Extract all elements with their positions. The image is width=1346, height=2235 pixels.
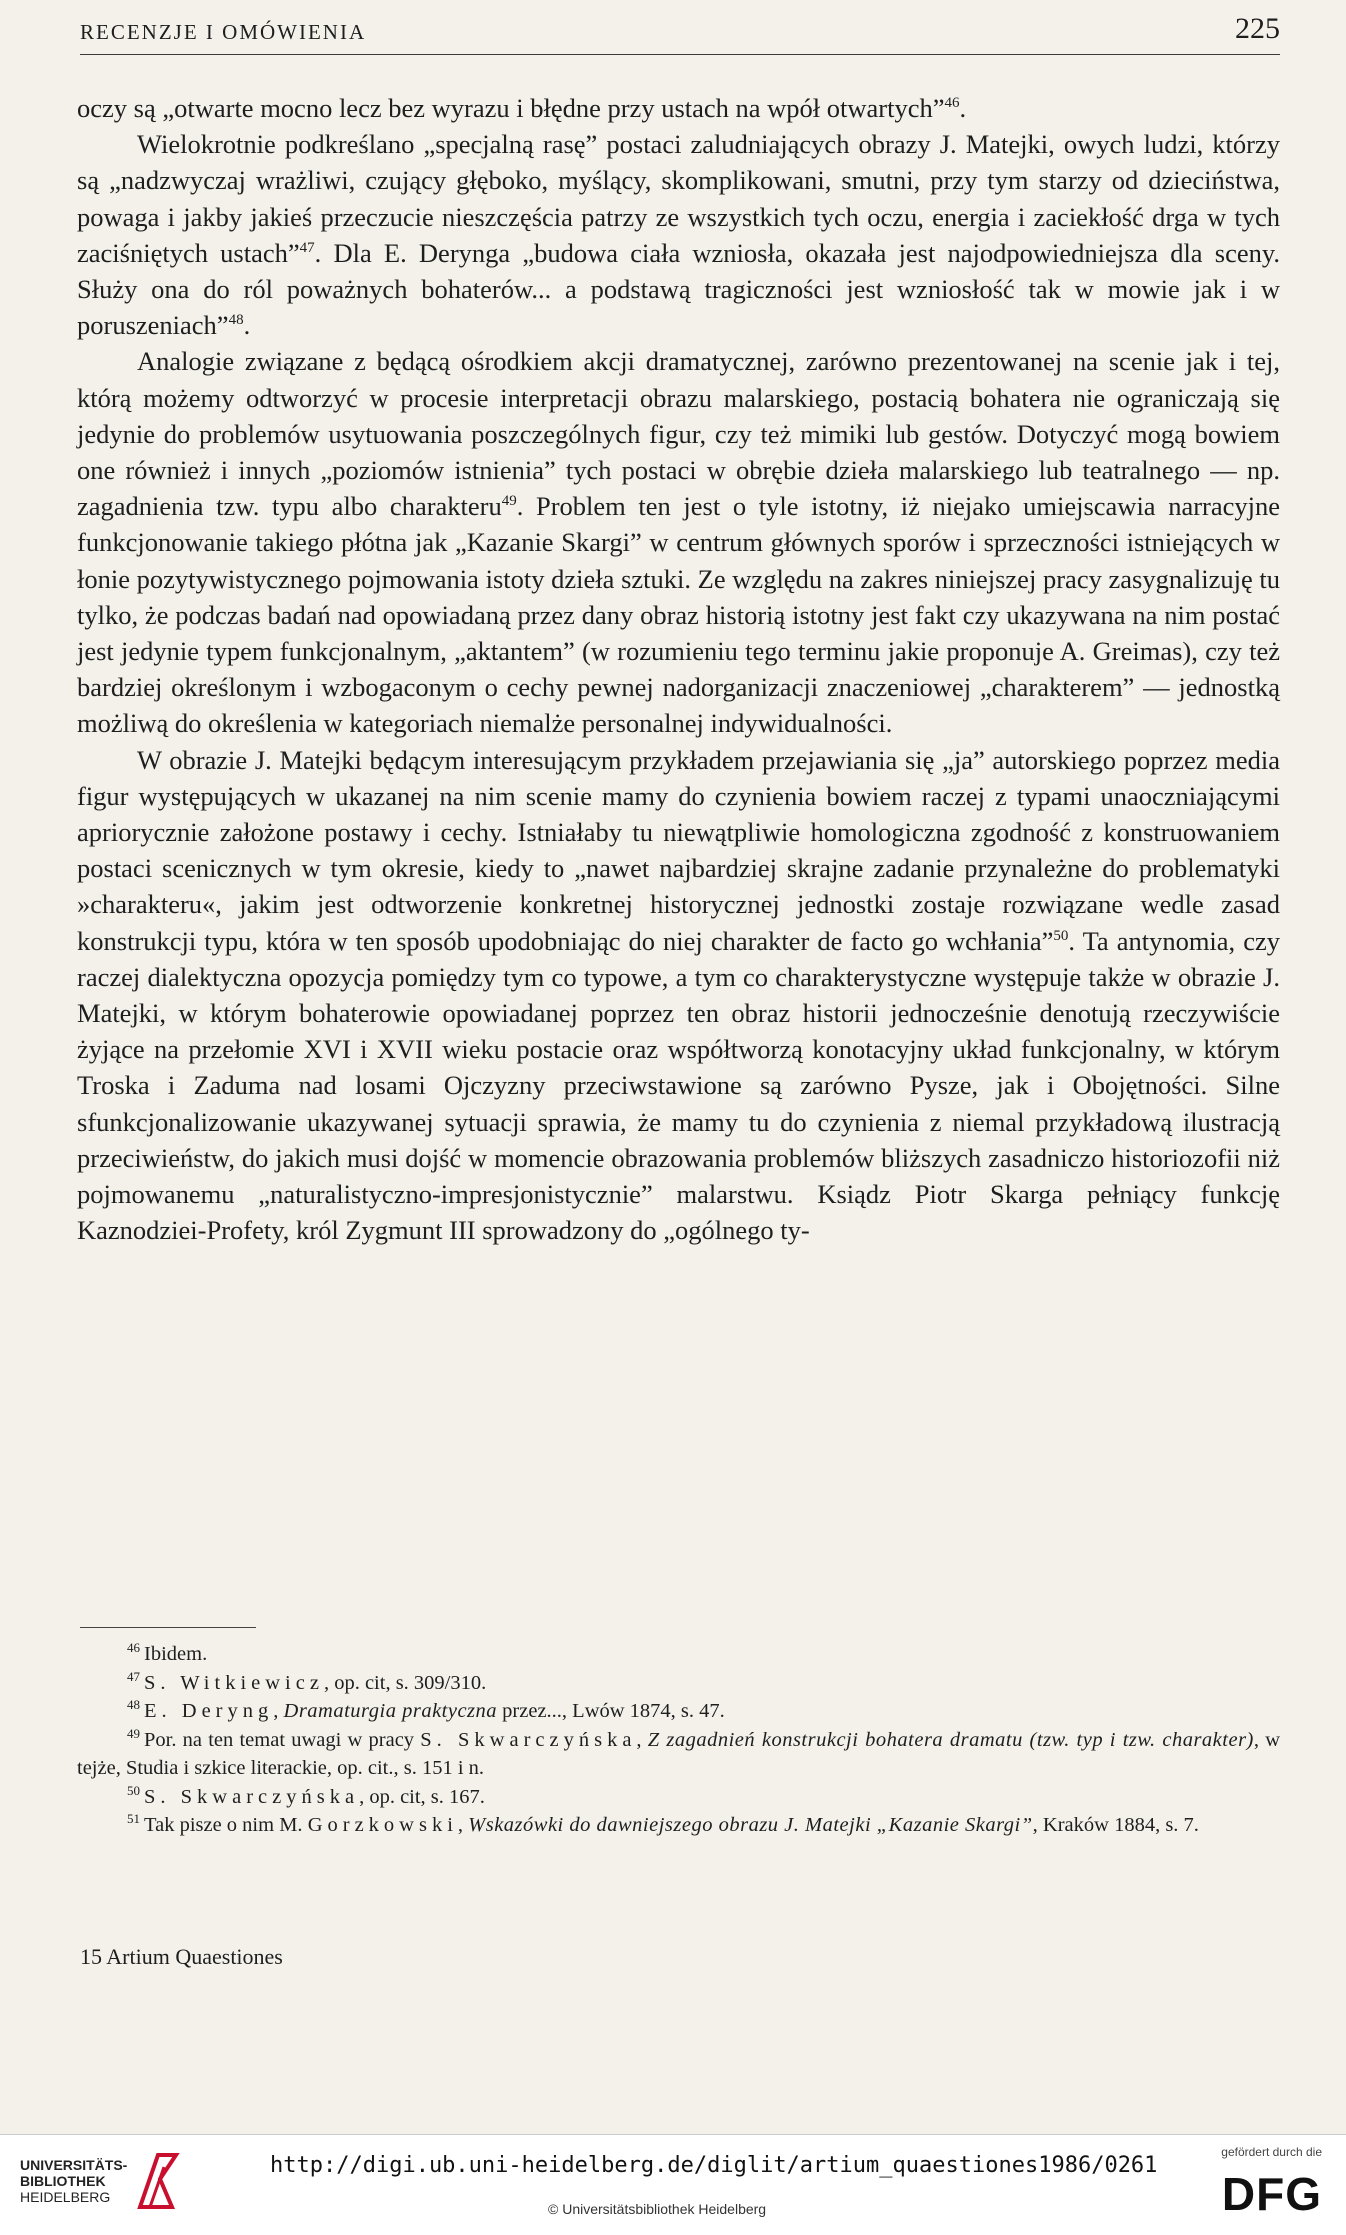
footnote-text: , op. cit, s. 309/310. bbox=[323, 1671, 487, 1694]
paragraph-3 bbox=[77, 343, 1280, 741]
paragraph-4 bbox=[77, 742, 1280, 1249]
footnote-ref-46: 46 bbox=[944, 95, 960, 112]
paragraph-1 bbox=[77, 90, 1280, 126]
dfg-logo: DFG bbox=[1221, 2168, 1322, 2220]
running-head bbox=[80, 8, 1280, 55]
footnote-author: Gorzkowski bbox=[307, 1814, 458, 1836]
footnote-48 bbox=[77, 1697, 1280, 1726]
paragraph-3-text-b: . Problem ten jest o tyle istotny, iż niejako umiejscawia narracyjne funkcjonowanie takiego płótna jak „Kazanie Skargi” w centrum głównych sporów i sprzeczności istniejących w łonie pozytywistycznego pojmowania istoty dzieła sztuki. Ze względu na zakres niniejszej pracy zasygnalizuję tu tylko, że podczas badań nad opowiadaną przez dany obraz historią istotny jest fakt czy ukazywana na nim postać jest jedynie typem funkcjonalnym, „aktantem” (w rozumieniu tego terminu jakie proponuje A. Greimas), czy też bardziej określonym i wzbogaconym o cechy pewnej nadorganizacji znaczeniowej „charakterem” — jednostką możliwą do określenia w kategoriach niemalże personalnej indywidualności. bbox=[77, 491, 1280, 739]
footnote-author: S. Witkiewicz bbox=[144, 1671, 324, 1694]
paragraph-4-text-b: . Ta antynomia, czy raczej dialektyczna opozycja pomiędzy tym co typowe, a tym co charakterystyczne występuje także w obrazie J. Matejki, w którym bohaterowie opowiadanej poprzez ten obraz historii jednocześnie denotują rzeczywiście żyjące na przełomie XVI i XVII wieku postacie oraz współtworzą konotacyjny układ funkcjonalny, w którym Troska i Zaduma nad losami Ojczyzny przeciwstawione są zarówno Pysze, jak i Obojętności. Silne sfunkcjonalizowanie ukazywanej sytuacji sprawia, że mamy tu do czynienia z niemal przykładową ilustracją przeciwieństw, do jakich musi dojść w momencie obrazowania problemów bliższych zasadniczo historiozofii niż pojmowanemu „naturalistyczno-impresjonistycznie” malarstwu. Ksiądz Piotr Skarga pełniący funkcję Kaznodziei-Profety, król Zygmunt III sprowadzony do „ogólnego ty- bbox=[77, 925, 1280, 1246]
footnote-49 bbox=[77, 1726, 1280, 1783]
footnote-author: S. Skwarczyńska bbox=[144, 1785, 360, 1808]
footnote-prefix: Tak pisze o nim M. bbox=[144, 1814, 308, 1836]
footnote-title: Z zagadnień konstrukcji bohatera dramatu (tzw. typ i tzw. charakter) bbox=[647, 1728, 1254, 1751]
footnote-ref-47: 47 bbox=[299, 239, 315, 256]
footnote-number: 49 bbox=[127, 1725, 140, 1741]
footnote-text: , Kraków 1884, s. 7. bbox=[1032, 1814, 1199, 1836]
footnote-separator: , bbox=[636, 1728, 648, 1751]
footnote-text: przez..., Lwów 1874, s. 47. bbox=[497, 1700, 725, 1722]
paragraph-1-end: . bbox=[959, 93, 967, 123]
footnote-ref-48: 48 bbox=[228, 312, 244, 329]
footnote-text: Ibidem. bbox=[144, 1643, 208, 1665]
footnote-number: 47 bbox=[127, 1668, 140, 1684]
footnote-number: 46 bbox=[127, 1640, 140, 1656]
footnote-number: 50 bbox=[127, 1782, 140, 1798]
footnote-separator: , bbox=[273, 1700, 284, 1722]
footnote-separator: , bbox=[457, 1814, 469, 1836]
footnote-title: Wskazówki do dawniejszego obrazu J. Matejki „Kazanie Skargi” bbox=[468, 1814, 1033, 1836]
footnote-ref-49: 49 bbox=[501, 493, 517, 510]
permalink-url[interactable]: http://digi.ub.uni-heidelberg.de/diglit/artium_quaestiones1986/0261 bbox=[270, 2153, 1158, 2178]
library-logo-icon bbox=[130, 2149, 184, 2213]
paragraph-4-text-a: W obrazie J. Matejki będącym interesującym przykładem przejawiania się „ja” autorskiego poprzez media figur występujących w ukazanej na nim scenie mamy do czynienia bowiem raczej z typami unaoczniającymi apriorycznie założone postawy i cechy. Istniałaby tu niewątpliwie homologiczna zgodność z konstruowaniem postaci scenicznych w tym okresie, kiedy to „nawet najbardziej skrajne zadanie przynależne do problematyki »charakteru«, jakim jest odtworzenie konkretnej historycznej jednostki zostaje rozwiązane wedle zasad konstrukcji typu, która w ten sposób upodobniając do niej charakter de facto go wchłania” bbox=[77, 744, 1280, 956]
copyright-notice: © Universitätsbibliothek Heidelberg bbox=[548, 2201, 767, 2217]
paragraph-3-text-a: Analogie związane z będącą ośrodkiem akcji dramatycznej, zarówno prezentowanej na scenie jak i tej, którą możemy odtworzyć w procesie interpretacji obrazu malarskiego, postacią bohatera nie ograniczają się jedynie do problemów usytuowania poszczególnych figur, czy też mimiki lub gestów. Dotyczyć mogą bowiem one również i innych „poziomów istnienia” tych postaci w obrębie dzieła malarskiego lub teatralnego — np. zagadnienia tzw. typu albo charakteru bbox=[77, 346, 1280, 522]
running-title: RECENZJE I OMÓWIENIA bbox=[80, 20, 367, 44]
paragraph-2-end: . bbox=[243, 310, 251, 341]
body-text bbox=[77, 90, 1280, 1249]
funded-by-label: gefördert durch die bbox=[1221, 2145, 1322, 2159]
footnote-50 bbox=[77, 1783, 1280, 1812]
footnote-author: E. Deryng bbox=[144, 1700, 274, 1722]
footnote-51 bbox=[77, 1811, 1280, 1840]
page-number: 225 bbox=[1235, 12, 1280, 45]
footnote-ref-50: 50 bbox=[1053, 927, 1069, 944]
footnote-number: 48 bbox=[127, 1697, 140, 1713]
footnote-prefix: Por. na ten temat uwagi w pracy bbox=[144, 1728, 421, 1751]
library-name-line-1: UNIVERSITÄTS- bbox=[20, 2157, 128, 2173]
paragraph-2 bbox=[77, 126, 1280, 343]
library-name-line-3: HEIDELBERG bbox=[20, 2189, 111, 2205]
library-name bbox=[20, 2157, 127, 2205]
paragraph-2-text-a: Wielokrotnie podkreślano „specjalną rasę” postaci zaludniających obrazy J. Matejki, owych ludzi, którzy są „nadzwyczaj wrażliwi, czujący głęboko, myślący, skomplikowani, smutni, przy tym starzy od dzieciństwa, powaga i jakby jakieś przeczucie nieszczęścia patrzy ze wszystkich tych oczu, energia i zaciekłość drga w tych zaciśniętych ustach” bbox=[77, 129, 1280, 268]
printer-signature: 15 Artium Quaestiones bbox=[80, 1944, 283, 1969]
paragraph-2-text-b: . Dla E. Derynga „budowa ciała wzniosła, okazała jest najodpowiedniejsza dla sceny. Służy ona do ról poważnych bohaterów... a podstawą tragiczności jest wzniosłość tak w mowie jak i w poruszeniach” bbox=[77, 237, 1281, 341]
library-name-line-2: BIBLIOTHEK bbox=[20, 2173, 106, 2189]
footnote-47 bbox=[77, 1669, 1280, 1698]
footnote-author: S. Skwarczyńska bbox=[420, 1728, 637, 1751]
footnote-46 bbox=[77, 1640, 1280, 1669]
footnote-text: , op. cit, s. 167. bbox=[359, 1785, 485, 1808]
paragraph-1-text: oczy są „otwarte mocno lecz bez wyrazu i błędne przy ustach na wpół otwartych” bbox=[77, 93, 945, 123]
footnotes bbox=[77, 1640, 1280, 1840]
footnote-number: 51 bbox=[127, 1811, 140, 1827]
footnote-text: , w tejże, Studia i szkice literackie, op. cit., s. 151 i n. bbox=[77, 1728, 1281, 1779]
footnote-title: Dramaturgia praktyczna bbox=[283, 1700, 498, 1722]
digitization-footer bbox=[0, 2134, 1346, 2235]
footnote-divider bbox=[80, 1627, 256, 1628]
